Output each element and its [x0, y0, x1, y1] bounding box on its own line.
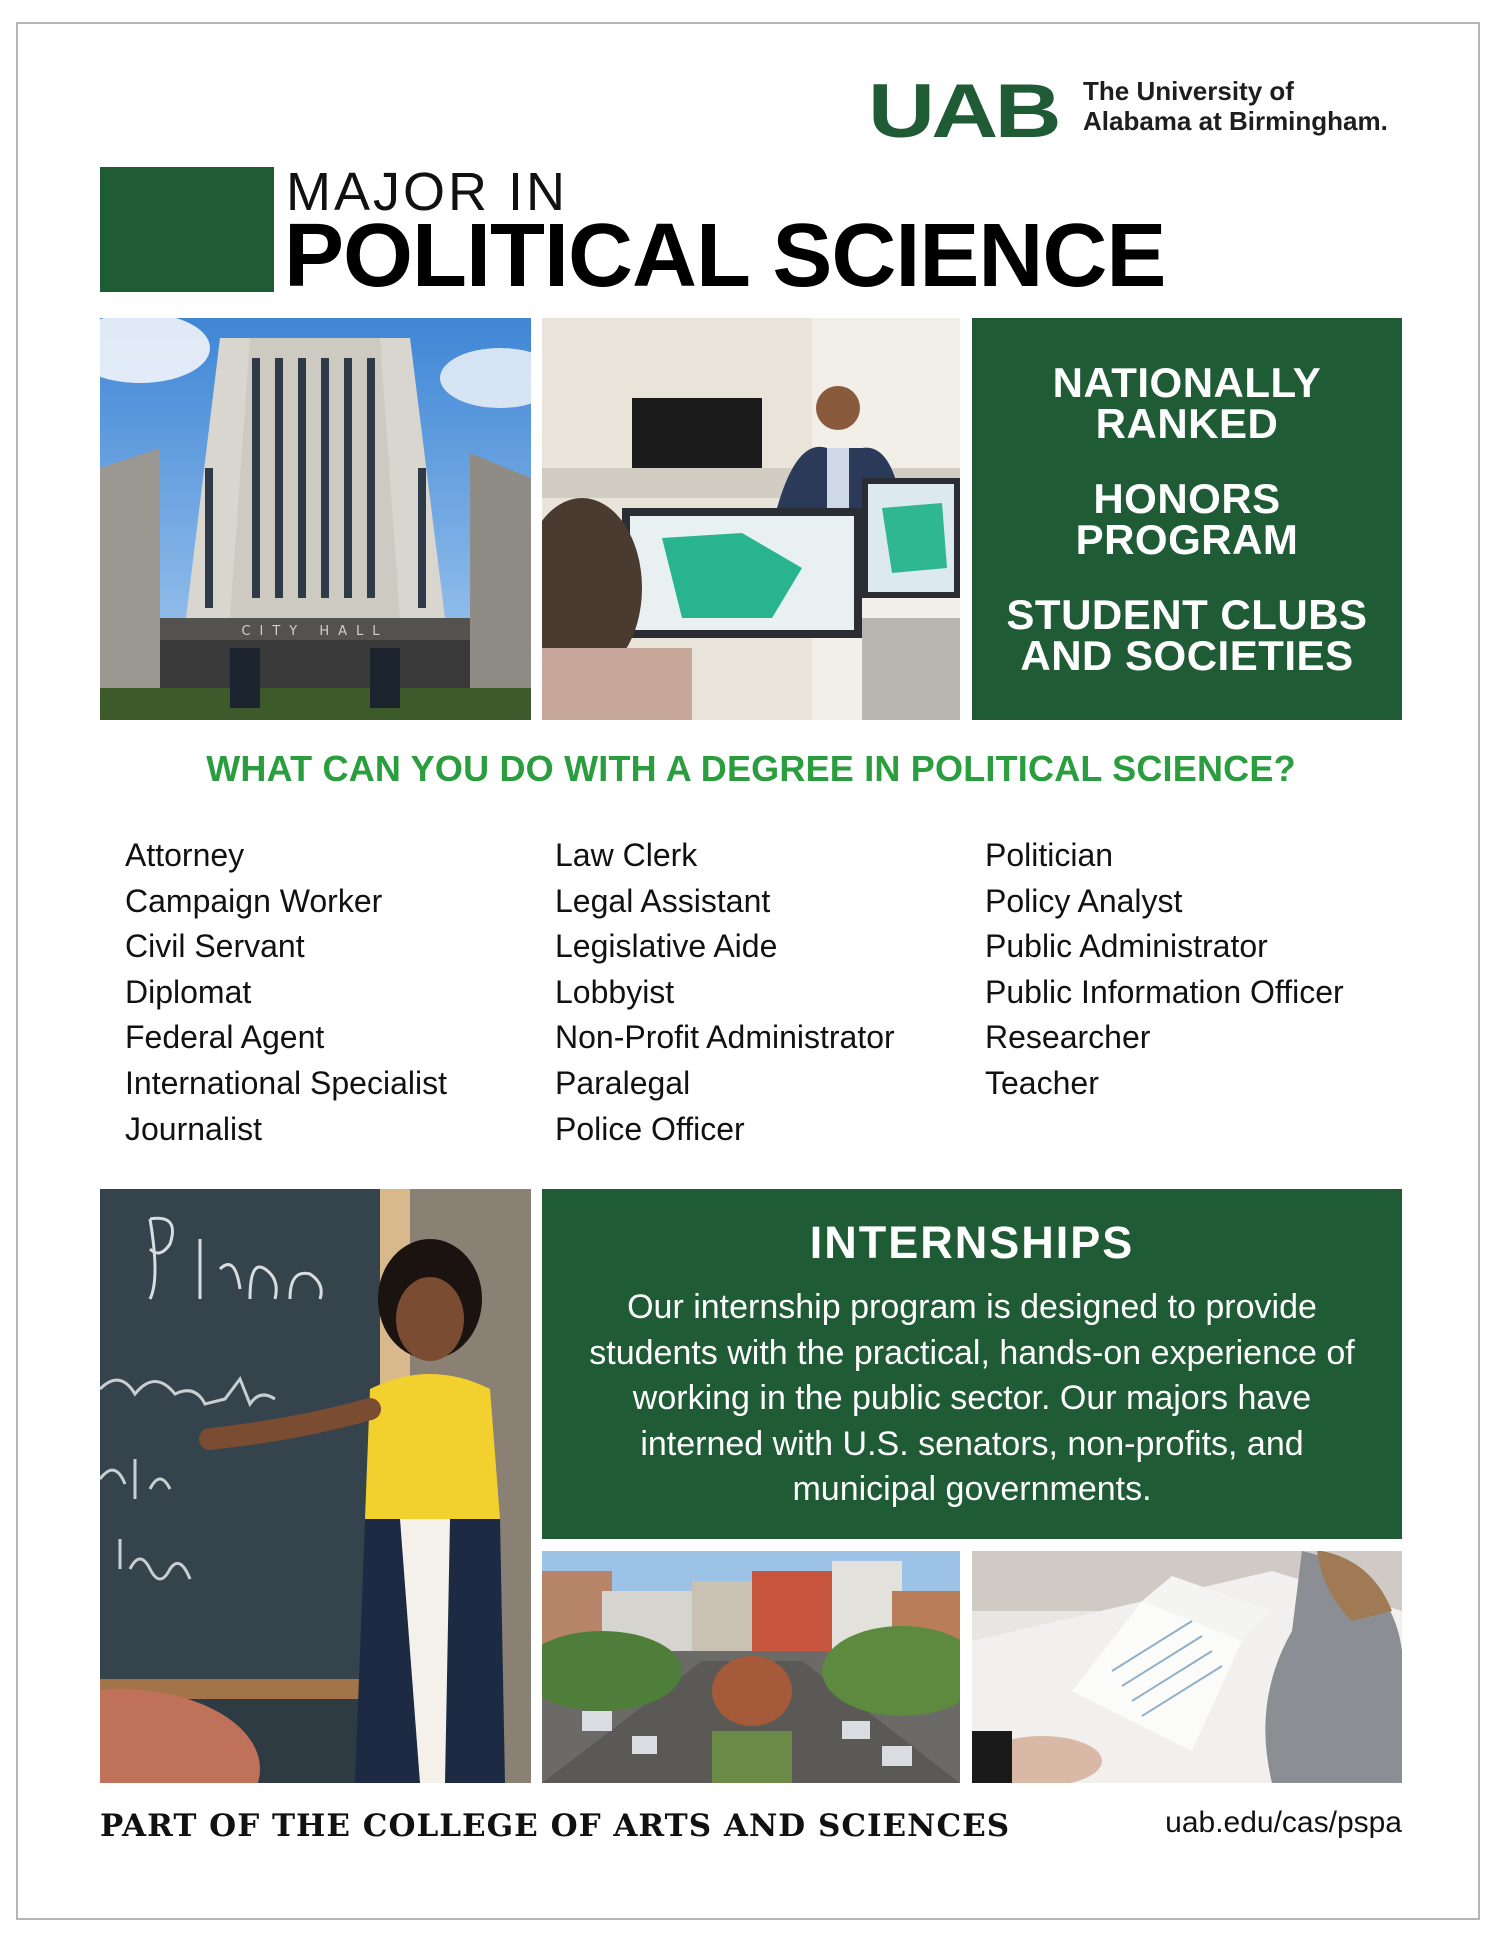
city-hall-photo: [100, 318, 531, 720]
career-item: Teacher: [985, 1064, 1099, 1101]
career-item: Legal Assistant: [555, 882, 771, 919]
career-item: Police Officer: [555, 1110, 745, 1147]
career-item: International Specialist: [125, 1064, 447, 1101]
career-item: Law Clerk: [555, 837, 698, 873]
city-hall-sign: CITY HALL: [241, 624, 389, 639]
city-street-photo: [542, 1551, 960, 1783]
career-item: Diplomat: [125, 973, 252, 1010]
footer-college: PART OF THE COLLEGE OF ARTS AND SCIENCES: [100, 1808, 1011, 1844]
careers-column-3: [985, 833, 1344, 1107]
careers-column-2: [555, 833, 895, 1152]
internships-heading: INTERNSHIPS: [809, 1217, 1135, 1268]
highlight-student-clubs: STUDENT CLUBS AND SOCIETIES: [1006, 591, 1368, 679]
page-title: POLITICAL SCIENCE: [284, 206, 1166, 306]
career-item: Policy Analyst: [985, 882, 1183, 919]
careers-question: WHAT CAN YOU DO WITH A DEGREE IN POLITICAL SCIENCE?: [206, 748, 1296, 789]
uab-logo-text: [1083, 76, 1388, 136]
career-item: Federal Agent: [125, 1019, 325, 1056]
career-item: Civil Servant: [125, 928, 305, 965]
career-item: Campaign Worker: [125, 882, 383, 919]
classroom-photo: [542, 318, 960, 720]
career-item: Legislative Aide: [555, 928, 778, 965]
careers-column-1: [125, 833, 447, 1152]
career-item: Non-Profit Administrator: [555, 1019, 895, 1056]
career-item: Public Administrator: [985, 928, 1268, 965]
highlights-panel: [972, 318, 1402, 720]
career-item: Researcher: [985, 1019, 1151, 1056]
title-pre: MAJOR IN: [286, 162, 569, 222]
teacher-photo: [100, 1189, 531, 1783]
highlight-nationally-ranked: NATIONALLY RANKED: [1052, 359, 1322, 447]
career-item: Journalist: [125, 1110, 262, 1147]
career-item: Lobbyist: [555, 973, 675, 1010]
career-item: Attorney: [125, 837, 245, 873]
career-item: Paralegal: [555, 1064, 691, 1101]
internships-panel: [542, 1189, 1402, 1539]
highlight-honors-program: HONORS PROGRAM: [1075, 475, 1299, 563]
career-item: Public Information Officer: [985, 973, 1344, 1010]
career-item: Politician: [985, 837, 1114, 873]
internships-body: Our internship program is designed to provide students with the practical, hands-on experience of working in the public sector. Our majors have interned with U.S. senators, non-profits, and municipal governments.: [589, 1288, 1355, 1508]
logo-line-1: The University of: [1083, 76, 1294, 106]
footer-url[interactable]: uab.edu/cas/pspa: [1165, 1806, 1402, 1839]
title-accent-block: [100, 167, 274, 292]
student-reading-photo: [972, 1551, 1402, 1783]
uab-logo-mark: UAB: [868, 69, 1058, 154]
logo-line-2: Alabama at Birmingham.: [1083, 106, 1388, 136]
